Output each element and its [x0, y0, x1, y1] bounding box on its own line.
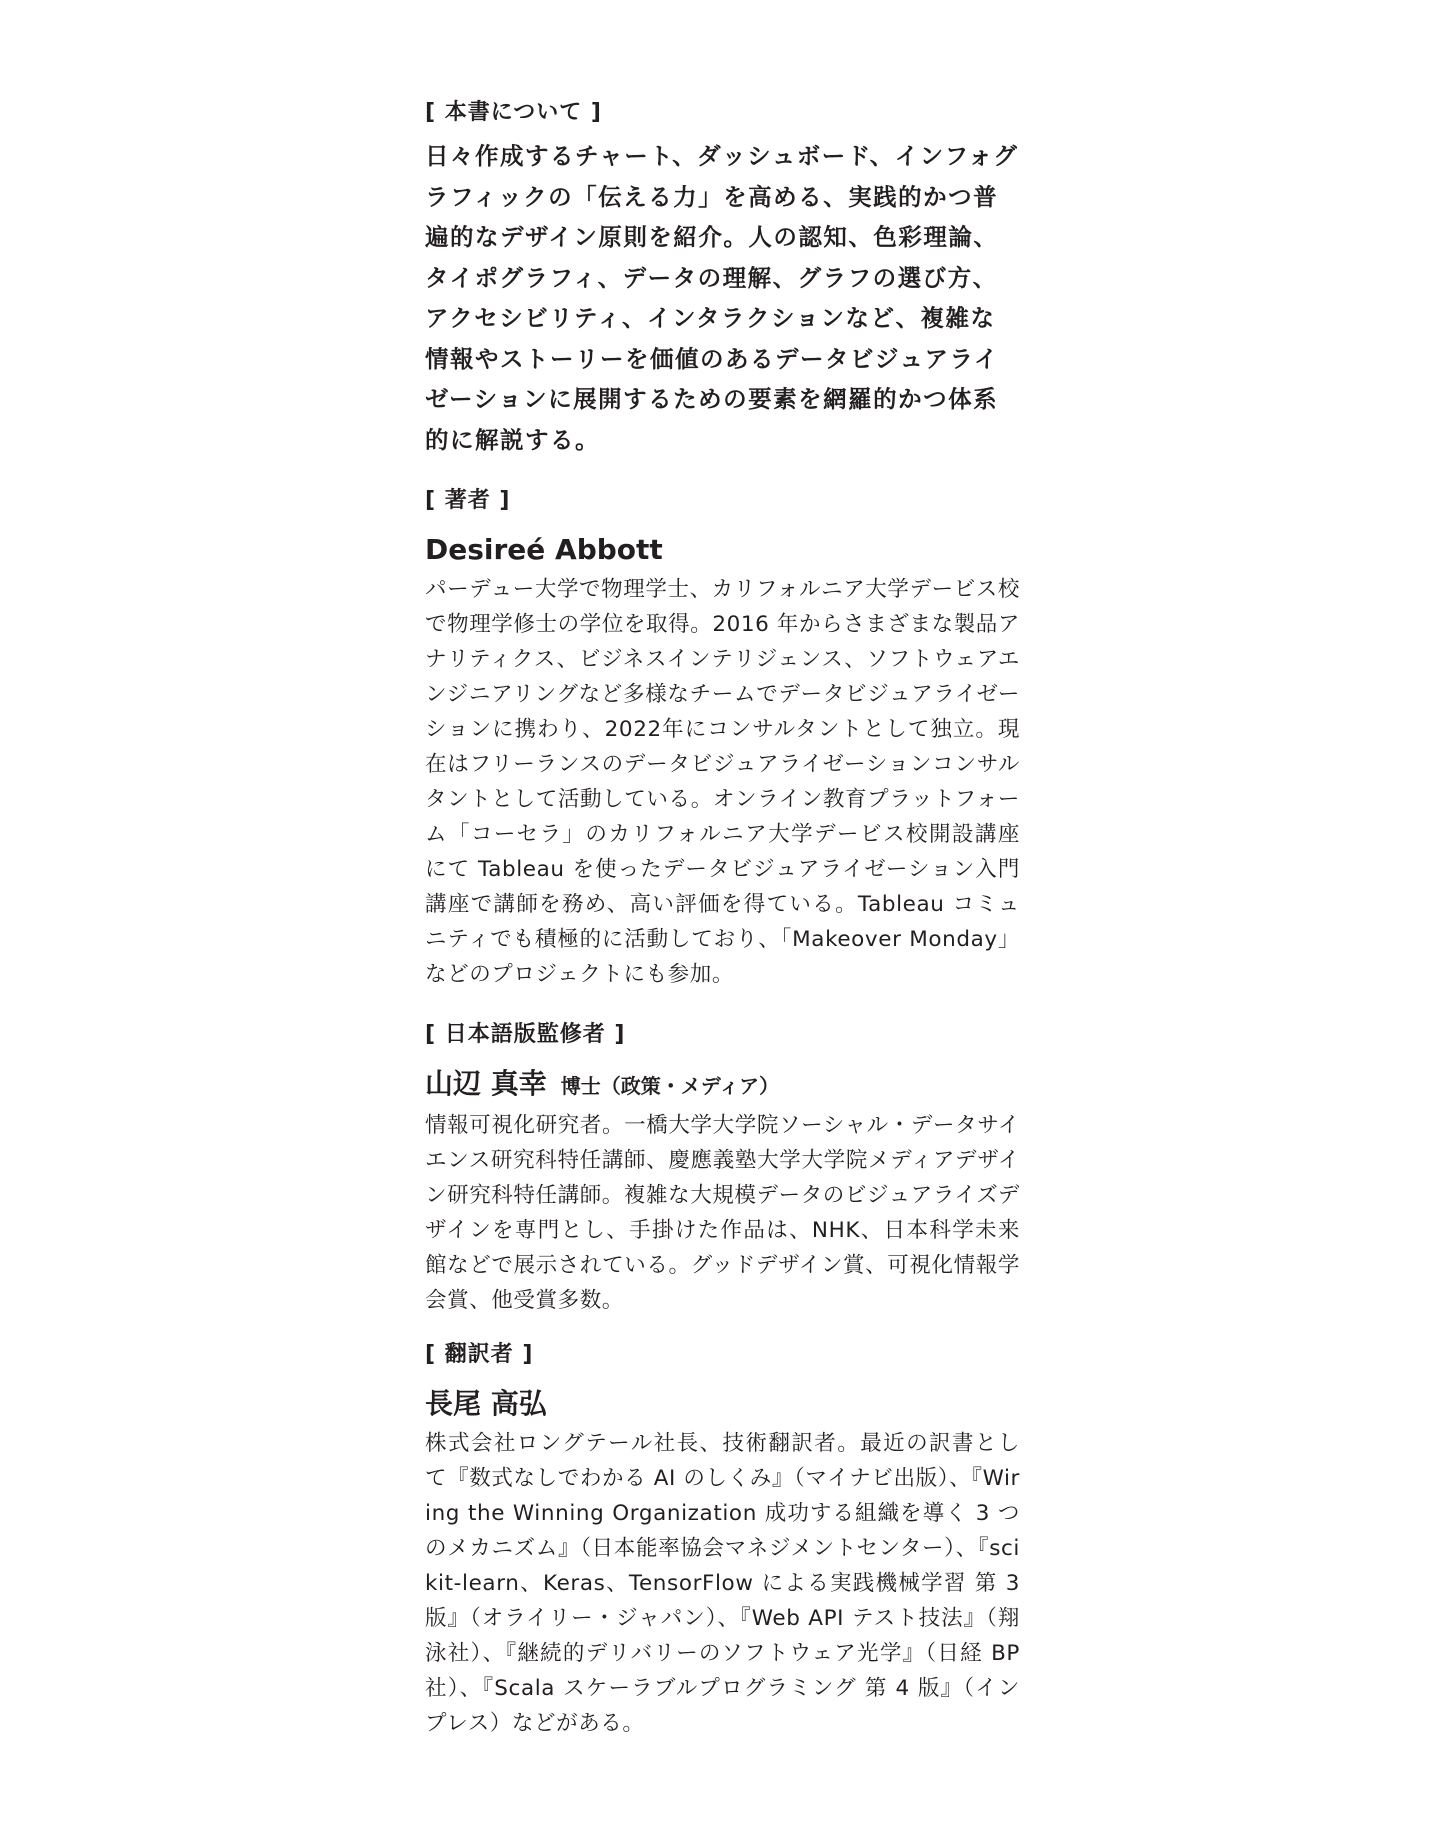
supervisor-name: [425, 1064, 1020, 1106]
author-label: [ 著者 ]: [425, 488, 511, 513]
translator-label: [ 翻訳者 ]: [425, 1342, 534, 1367]
about-book-section: [425, 98, 1020, 460]
supervisor-bio: 情報可視化研究者。一橋大学大学院ソーシャル・データサイエンス研究科特任講師、慶應義塾大学大学院メディアデザイン研究科特任講師。複雑な大規模データのビジュアライズデザインを専門とし、手掛けた作品は、NHK、日本科学未来館などで展示されている。グッドデザイン賞、可視化情報学会賞、他受賞多数。: [425, 1113, 1020, 1313]
translator-section: [425, 1340, 1020, 1741]
translator-name: [425, 1384, 1020, 1424]
author-name: [425, 530, 1020, 570]
author-name-text: Desireé Abbott: [425, 533, 663, 566]
author-section: [425, 486, 1020, 992]
translator-bio: 株式会社ロングテール社長、技術翻訳者。最近の訳書として『数式なしでわかる AI のしくみ』（マイナビ出版）、『Wiring the Winning Organization 成功する組織を導く 3 つのメカニズム』（日本能率協会マネジメントセンター）、『scikit-learn、Keras、TensorFlow による実践機械学習 第 3 版』（オライリー・ジャパン）、『Web API テスト技法』（翔泳社）、『継続的デリバリーのソフトウェア光学』（日経 BP 社）、『Scala スケーラブルプログラミング 第 4 版』（インプレス）などがある。: [425, 1431, 1020, 1736]
about-book-label: [ 本書について ]: [425, 100, 602, 125]
supervisor-title: 博士（政策・メディア）: [560, 1074, 780, 1098]
supervisor-name-text: 山辺 真幸: [425, 1067, 547, 1100]
author-bio: パーデュー大学で物理学士、カリフォルニア大学デービス校で物理学修士の学位を取得。2016 年からさまざまな製品アナリティクス、ビジネスインテリジェンス、ソフトウェアエンジニアリングなど多様なチームでデータビジュアライゼーションに携わり、2022年にコンサルタントとして独立。現在はフリーランスのデータビジュアライゼーションコンサルタントとして活動している。オンライン教育プラットフォーム「コーセラ」のカリフォルニア大学デービス校開設講座にて Tableau を使ったデータビジュアライゼーション入門講座で講師を務め、高い評価を得ている。Tableau コミュニティでも積極的に活動しており、「Makeover Monday」などのプロジェクトにも参加。: [425, 577, 1020, 987]
about-book-text: 日々作成するチャート、ダッシュボード、インフォグラフィックの「伝える力」を高める、実践的かつ普遍的なデザイン原則を紹介。人の認知、色彩理論、タイポグラフィ、データの理解、グラフの選び方、アクセシビリティ、インタラクションなど、複雑な情報やストーリーを価値のあるデータビジュアライゼーションに展開するための要素を網羅的かつ体系的に解説する。: [425, 142, 1019, 454]
translator-name-text: 長尾 高弘: [425, 1387, 547, 1420]
profile-column: [425, 98, 1020, 1741]
supervisor-section: [425, 1020, 1020, 1318]
supervisor-label: [ 日本語版監修者 ]: [425, 1022, 626, 1047]
